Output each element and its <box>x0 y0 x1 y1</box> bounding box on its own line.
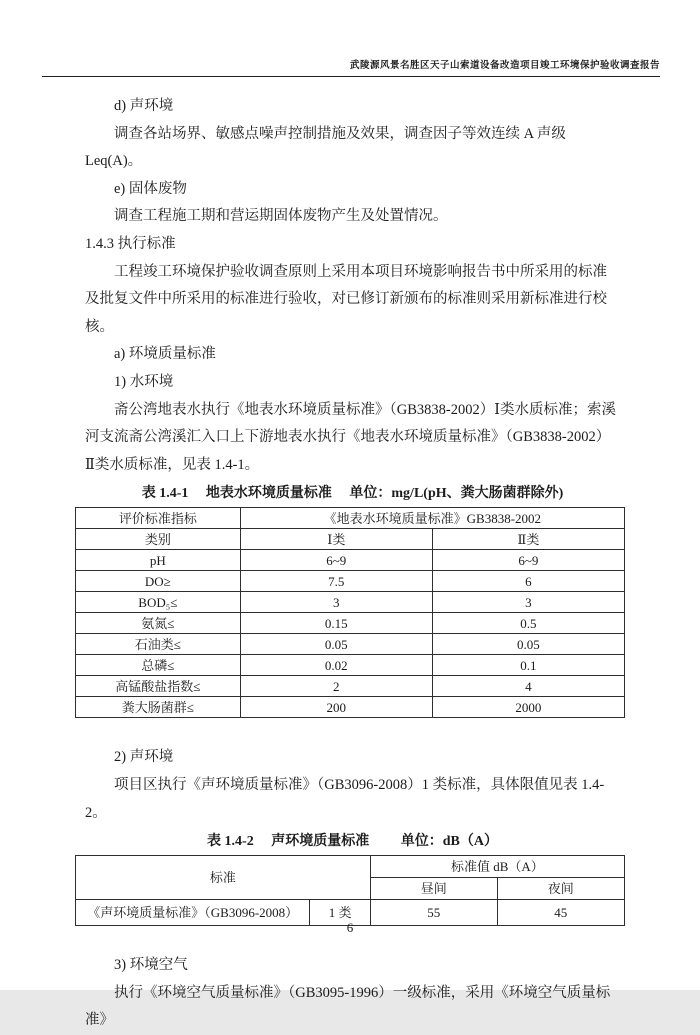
table-cell: BOD₅≤ <box>76 592 241 613</box>
table-1-4-2-caption-title: 声环境质量标准 <box>271 834 370 850</box>
table-cell: DO≥ <box>76 571 241 592</box>
table-row <box>76 550 625 571</box>
table-cell: 2000 <box>432 697 624 718</box>
table-row <box>76 634 625 655</box>
table-cell: 6~9 <box>240 550 432 571</box>
table-cell: 《声环境质量标准》（GB3096-2008） <box>76 900 310 926</box>
table-1-4-1-caption <box>85 481 620 507</box>
table-cell: 0.1 <box>432 655 624 676</box>
paragraph-standards-principle: 工程竣工环境保护验收调查原则上采用本项目环境影响报告书中所采用的标准及批复文件中所采用的标准进行验收，对已修订新颁布的标准则采用新标准进行校核。 <box>85 263 607 335</box>
table-cell: 类别 <box>76 529 241 550</box>
paragraph-air-standard: 执行《环境空气质量标准》（GB3095-1996）一级标准，采用《环境空气质量标准》 <box>85 984 611 1029</box>
table-1-4-2-caption-label: 表 1.4-2 <box>207 834 254 850</box>
table-cell: 0.02 <box>240 655 432 676</box>
table-cell: 4 <box>432 676 624 697</box>
table-cell: 评价标准指标 <box>76 508 241 529</box>
list-item-1-heading: 1) 水环境 <box>114 373 174 390</box>
table-cell: Ⅱ类 <box>432 529 624 550</box>
list-item-d-heading: d) 声环境 <box>114 98 174 114</box>
table-cell: 0.05 <box>240 634 432 655</box>
table-cell: 45 <box>497 900 624 926</box>
table-cell: 1 类 <box>310 900 370 926</box>
table-row <box>76 571 625 592</box>
table-cell: 夜间 <box>497 878 624 900</box>
section-heading-143: 1.4.3 执行标准 <box>85 235 176 252</box>
table-cell: 《地表水环境质量标准》GB3838-2002 <box>240 508 624 529</box>
table-row <box>76 676 625 697</box>
page-body <box>85 93 620 1035</box>
table-1-4-1-caption-label: 表 1.4-1 <box>141 486 189 502</box>
noise-standards-table <box>75 855 625 926</box>
page-number: 6 <box>346 920 354 935</box>
table-cell: 0.05 <box>432 634 624 655</box>
table-row <box>76 655 625 676</box>
table-1-4-1-caption-title: 地表水环境质量标准 <box>205 486 332 502</box>
table-row <box>76 697 625 718</box>
table-cell: 总磷≤ <box>76 655 241 676</box>
paragraph-noise-standard: 项目区执行《声环境质量标准》（GB3096-2008）1 类标准，具体限值见表 1.4-2。 <box>85 776 605 821</box>
table-row <box>76 529 625 550</box>
table-cell: 7.5 <box>240 571 432 592</box>
running-header-title: 武陵源风景名胜区天子山索道设备改造项目竣工环境保护验收调查报告 <box>42 57 660 77</box>
table-cell: 6~9 <box>432 550 624 571</box>
table-cell: pH <box>76 550 241 571</box>
table-cell: 氨氮≤ <box>76 613 241 634</box>
table-cell: 粪大肠菌群≤ <box>76 697 241 718</box>
table-1-4-2-caption-unit: 单位：dB（A） <box>400 834 498 850</box>
table-cell: 6 <box>432 571 624 592</box>
table-cell: 55 <box>370 900 497 926</box>
paragraph-water-standard: 斋公湾地表水执行《地表水环境质量标准》（GB3838-2002）Ⅰ类水质标准；索溪河支流斋公湾溪汇入口上下游地表水执行《地表水环境质量标准》（GB3838-2002）Ⅱ类水质标准，见表 1.4-1。 <box>85 401 616 473</box>
table-1-4-2-caption <box>85 829 620 855</box>
table-cell: 3 <box>432 592 624 613</box>
table-cell: 0.5 <box>432 613 624 634</box>
table-cell: 2 <box>240 676 432 697</box>
surface-water-standards-table <box>75 507 625 718</box>
paragraph-solid-waste: 调查工程施工期和营运期固体废物产生及处置情况。 <box>114 208 448 225</box>
table-row <box>76 508 625 529</box>
table-cell: 3 <box>240 592 432 613</box>
table-cell: 200 <box>240 697 432 718</box>
table-row <box>76 856 625 878</box>
list-item-2-heading: 2) 声环境 <box>114 749 174 766</box>
table-cell: 标准 <box>76 856 371 900</box>
table-cell: 标准值 dB（A） <box>370 856 624 878</box>
list-item-3-heading: 3) 环境空气 <box>114 957 188 974</box>
table-cell: 昼间 <box>370 878 497 900</box>
list-item-e-heading: e) 固体废物 <box>114 180 187 197</box>
table-1-4-1-caption-unit: 单位：mg/L(pH、粪大肠菌群除外) <box>349 486 564 502</box>
list-item-a-heading: a) 环境质量标准 <box>114 346 216 363</box>
table-cell: 0.15 <box>240 613 432 634</box>
table-cell: Ⅰ类 <box>240 529 432 550</box>
paragraph-noise-survey: 调查各站场界、敏感点噪声控制措施及效果，调查因子等效连续 A 声级 Leq(A)。 <box>85 125 566 170</box>
table-cell: 石油类≤ <box>76 634 241 655</box>
table-cell: 高锰酸盐指数≤ <box>76 676 241 697</box>
table-row <box>76 613 625 634</box>
table-row <box>76 592 625 613</box>
